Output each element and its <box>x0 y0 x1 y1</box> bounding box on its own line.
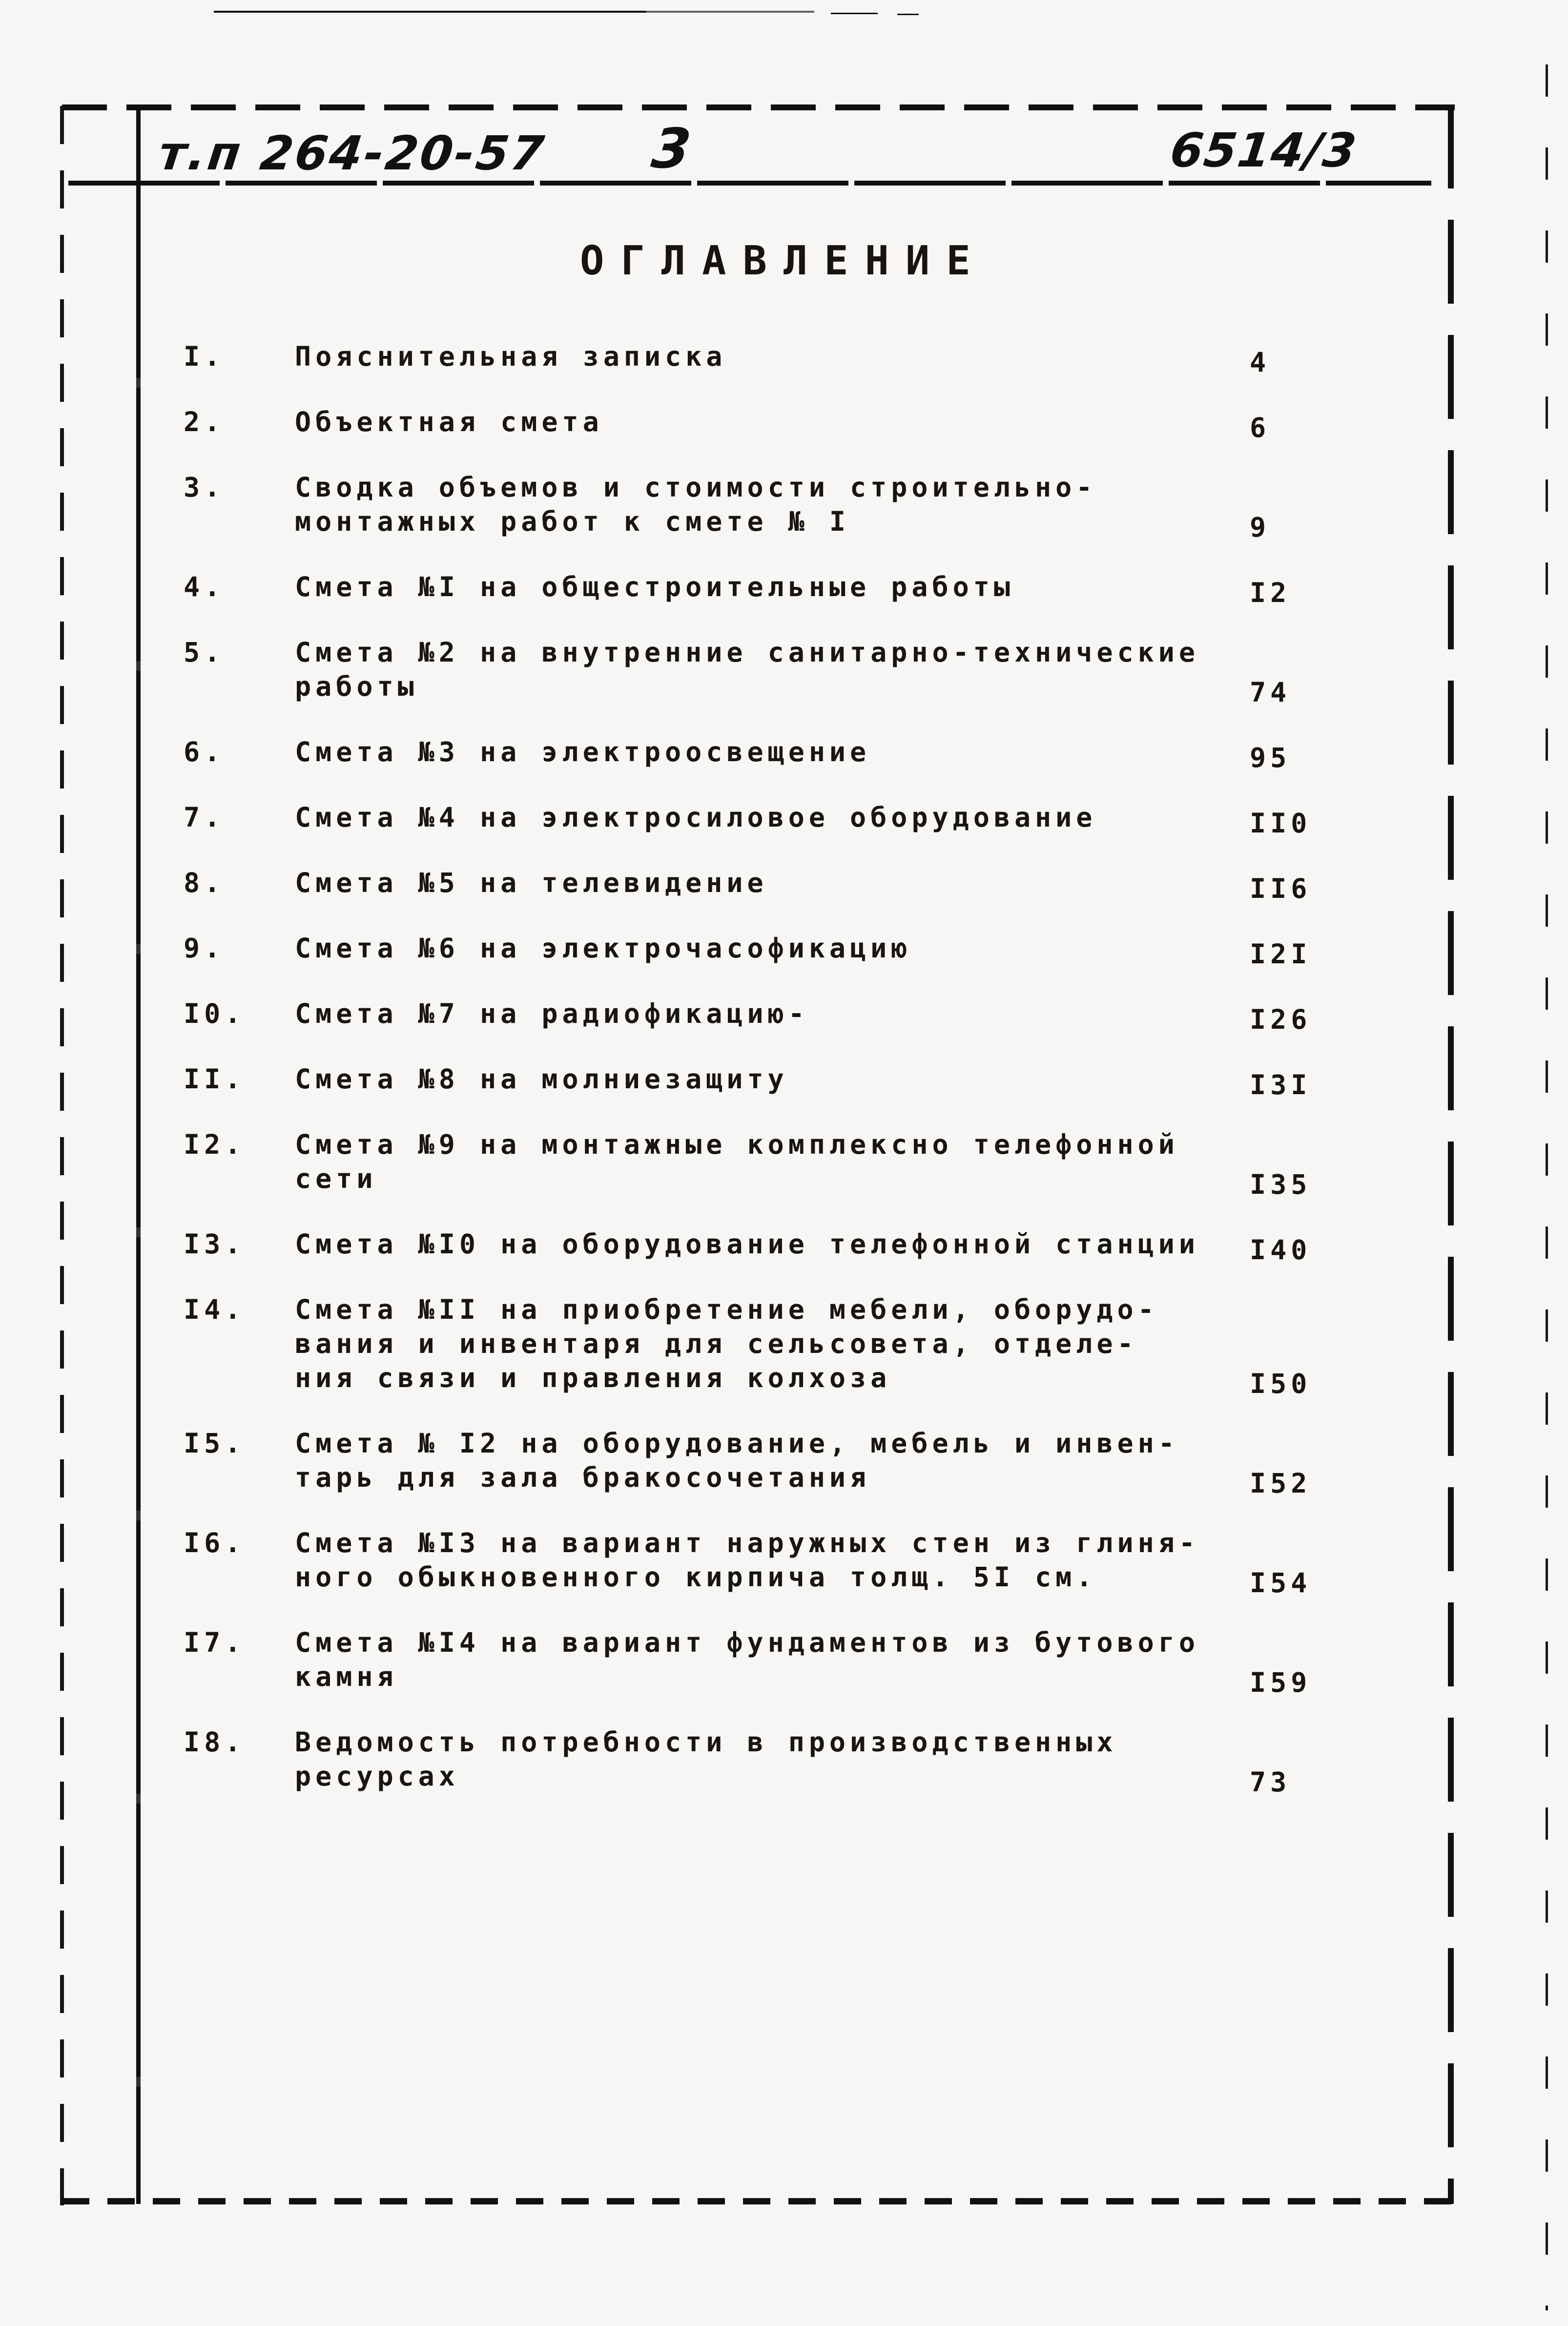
toc-item-number: I4. <box>184 1294 246 1325</box>
header-inventory-number: 6514/3 <box>1167 123 1360 178</box>
toc-item-number: I0. <box>184 998 246 1029</box>
toc-row <box>184 931 1321 970</box>
toc-row <box>184 866 1321 904</box>
toc-item-title: Смета № I2 на оборудование, мебель и инвен- тарь для зала бракосочетания <box>295 1428 1179 1493</box>
toc-item-number: I7. <box>184 1627 246 1658</box>
toc-item-number: 9. <box>184 933 225 964</box>
page-title: ОГЛАВЛЕНИЕ <box>580 238 987 284</box>
toc-item-number: 7. <box>184 802 225 833</box>
toc-item-number: I8. <box>184 1726 246 1758</box>
toc-item-title: Смета №8 на молниезащиту <box>295 1063 788 1095</box>
toc-item-title: Смета №I на общестроительные работы <box>295 571 1014 602</box>
toc-item-page: I26 <box>1250 1004 1312 1035</box>
toc-item-title: Смета №7 на радиофикацию- <box>295 998 809 1029</box>
top-edge-line <box>214 11 814 13</box>
toc-item-number: 8. <box>184 867 225 898</box>
border-right-outer-dashed <box>1546 64 1548 2310</box>
toc-item-number: I. <box>184 341 225 372</box>
border-left-inner <box>136 104 141 2204</box>
toc-item-number: I6. <box>184 1527 246 1558</box>
toc-item-page: I2I <box>1250 938 1312 970</box>
toc-item-page: I52 <box>1250 1468 1312 1499</box>
toc-item-title: Смета №4 на электросиловое оборудование <box>295 802 1097 833</box>
header-sheet-number: 3 <box>648 117 694 181</box>
toc-item-title: Смета №I3 на вариант наружных стен из глиня- ного обыкновенного кирпича толщ. 5I см. <box>295 1527 1199 1593</box>
toc-item-title: Ведомость потребности в производственных ресурсах <box>295 1726 1117 1792</box>
toc-row <box>184 405 1321 443</box>
toc-item-title: Смета №2 на внутренние санитарно-технические работы <box>295 637 1199 702</box>
toc-row <box>184 1426 1321 1499</box>
toc-item-page: II6 <box>1250 873 1312 904</box>
toc-list <box>184 339 1321 1825</box>
toc-item-page: I59 <box>1250 1667 1312 1698</box>
toc-item-title: Смета №3 на электроосвещение <box>295 736 871 768</box>
toc-item-page: I40 <box>1250 1234 1312 1266</box>
toc-item-title: Смета №I4 на вариант фундаментов из бутового камня <box>295 1627 1199 1692</box>
toc-item-title: Смета №9 на монтажные комплексно телефонной сети <box>295 1129 1179 1194</box>
toc-item-title: Смета №I0 на оборудование телефонной станции <box>295 1228 1199 1260</box>
toc-item-title: Смета №II на приобретение мебели, оборудо- вания и инвентаря для сельсовета, отделе- ния связи и правления колхоза <box>295 1294 1158 1393</box>
toc-item-number: II. <box>184 1063 246 1095</box>
toc-row <box>184 735 1321 773</box>
toc-item-page: II0 <box>1250 808 1312 839</box>
toc-item-page: I35 <box>1250 1169 1312 1200</box>
toc-row <box>184 1062 1321 1101</box>
toc-item-title: Объектная смета <box>295 406 603 437</box>
toc-item-page: 6 <box>1250 412 1271 443</box>
toc-item-number: I3. <box>184 1228 246 1260</box>
toc-item-page: I2 <box>1250 577 1291 608</box>
toc-row <box>184 1625 1321 1698</box>
top-edge-dash <box>897 14 919 15</box>
toc-item-title: Смета №6 на электрочасофикацию <box>295 933 912 964</box>
toc-item-page: I54 <box>1250 1567 1312 1599</box>
border-bottom-dashed <box>62 2198 1462 2204</box>
toc-item-number: 2. <box>184 406 225 437</box>
toc-item-title: Пояснительная записка <box>295 341 727 372</box>
toc-row <box>184 570 1321 608</box>
border-left-outer-dashed <box>60 106 64 2205</box>
toc-row <box>184 1725 1321 1798</box>
toc-item-page: 73 <box>1250 1766 1291 1798</box>
toc-row <box>184 470 1321 543</box>
toc-item-page: 9 <box>1250 512 1271 543</box>
toc-row <box>184 800 1321 839</box>
toc-item-number: 3. <box>184 472 225 503</box>
toc-item-number: 5. <box>184 637 225 668</box>
toc-item-number: 6. <box>184 736 225 768</box>
toc-row <box>184 635 1321 708</box>
toc-item-title: Сводка объемов и стоимости строительно- монтажных работ к смете № I <box>295 472 1097 537</box>
toc-item-number: I5. <box>184 1428 246 1459</box>
toc-item-page: 95 <box>1250 742 1291 773</box>
toc-item-page: I50 <box>1250 1368 1312 1399</box>
toc-item-number: I2. <box>184 1129 246 1160</box>
toc-row <box>184 339 1321 378</box>
toc-row <box>184 1526 1321 1599</box>
toc-row <box>184 1227 1321 1266</box>
toc-item-page: 4 <box>1250 347 1271 378</box>
toc-row <box>184 1292 1321 1399</box>
toc-row <box>184 1127 1321 1200</box>
toc-item-page: 74 <box>1250 677 1291 708</box>
border-top-dashed <box>62 104 1455 110</box>
border-right-inner-dashed <box>1448 104 1454 2204</box>
toc-row <box>184 997 1321 1035</box>
header-divider-line <box>68 181 1431 186</box>
header-doc-code: т.п 264-20-57 <box>156 126 549 181</box>
toc-item-title: Смета №5 на телевидение <box>295 867 768 898</box>
toc-item-page: I3I <box>1250 1069 1312 1101</box>
toc-item-number: 4. <box>184 571 225 602</box>
top-edge-dash <box>831 13 878 14</box>
